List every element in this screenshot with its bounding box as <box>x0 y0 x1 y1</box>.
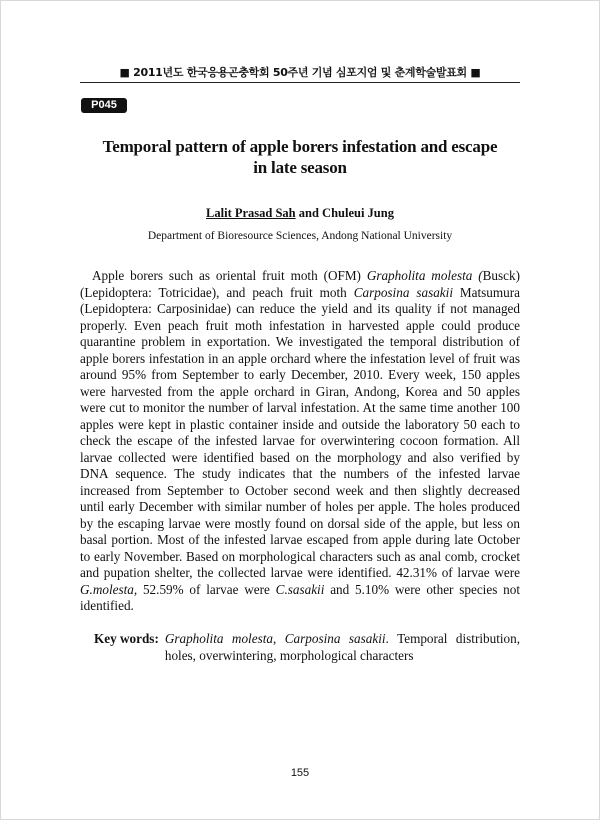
page-number: 155 <box>290 767 310 779</box>
paper-title <box>90 136 510 178</box>
species-name-1: Grapholita molesta ( <box>366 268 483 283</box>
author-second: Chuleui Jung <box>322 206 394 220</box>
species-name-4: C.sasakii <box>275 581 325 597</box>
keywords-text <box>165 630 520 664</box>
keywords-species: Grapholita molesta, Carposina sasakii <box>164 631 386 646</box>
title-line-2: in late season <box>253 158 347 177</box>
poster-code-badge: P045 <box>81 98 127 113</box>
title-line-1: Temporal pattern of apple borers infestation and escape <box>102 137 498 156</box>
abstract-text-4: 52.59% of larvae were <box>137 581 276 597</box>
keywords <box>94 630 520 664</box>
conference-header: ■ 2011년도 한국응용곤충학회 50주년 기념 심포지엄 및 춘계학술발표회 ■ <box>119 66 481 79</box>
keywords-label: Key words: <box>94 631 159 646</box>
abstract-body <box>80 268 520 615</box>
authors <box>80 206 520 221</box>
header-rule <box>80 82 520 83</box>
author-conjunction: and <box>298 206 319 220</box>
abstract-text-3: Matsumura (Lepidoptera: Carposinidae) can reduce the yield and its quality if not managed properly. Even peach fruit moth infestation in harvested apple could produce quarantine problem in exportation. We investigated the temporal distribution of apple borers infestation in an apple orchard where the infestation level of fruit was around 95% from September to early December, 2010. Every week, 150 apples were harvested from the apple orchard in Giran, Andong, Korea and 50 apples were cut to monitor the number of larval infestation. At the same time another 100 apples were kept in plastic container inside and outside the laboratory 50 each to check the escape of the infested larvae for overwintering cocoon formation. All larvae collected were identified based on the morphology and also verified by DNA sequence. The study indicates that the numbers of the infested larvae increased from September to October second week and then slightly decreased until early December with similar number of holes per apple. The holes produced by the escaping larvae were mostly found on dorsal side of the apple, but less on basal portion. Most of the infested larvae escaped from apple during late October to early November. Based on morphological characters such as anal comb, crocket and pupation shelter, the collected larvae were identified. 42.31% of larvae were <box>80 284 520 580</box>
author-first: Lalit Prasad Sah <box>206 206 296 220</box>
abstract-text-5: and 5.10% were other species not identified. <box>80 581 520 613</box>
species-name-2: Carposina sasakii <box>353 284 453 300</box>
keywords-rest: . Temporal distribution, holes, overwintering, morphological characters <box>164 631 521 663</box>
affiliation: Department of Bioresource Sciences, Andong National University <box>147 230 453 242</box>
species-name-3: G.molesta, <box>80 581 138 597</box>
abstract-text-1: Apple borers such as oriental fruit moth (OFM) <box>92 268 367 283</box>
abstract-text-2: Busck) (Lepidoptera: Totricidae), and peach fruit moth <box>80 268 520 300</box>
